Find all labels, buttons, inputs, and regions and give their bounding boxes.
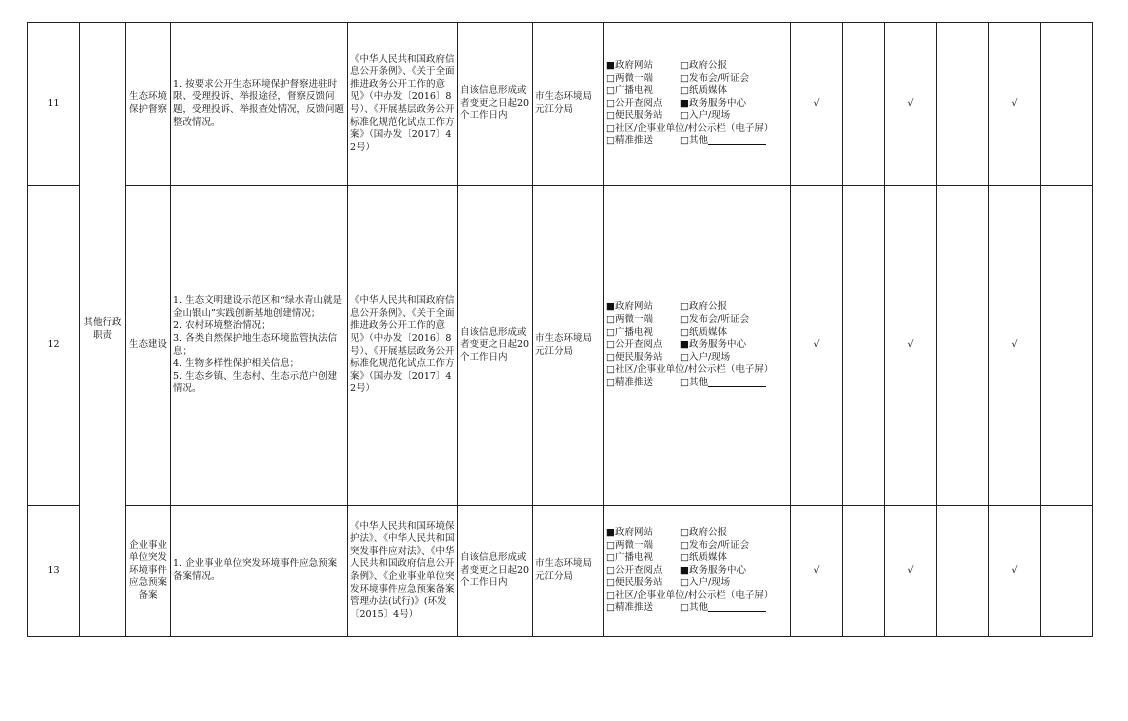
disclosure-content xyxy=(171,23,348,186)
channel-option: ■政务服务中心 xyxy=(680,97,746,109)
responsible-body: 市生态环境局元江分局 xyxy=(533,23,604,186)
disclosure-content xyxy=(171,506,348,637)
empty-cell xyxy=(1041,186,1093,506)
time-limit: 自该信息形成或者变更之日起20个工作日内 xyxy=(458,506,533,637)
content-line: 2. 农村环境整治情况； xyxy=(173,320,271,332)
channel-option: □两微一端 xyxy=(606,314,653,326)
channel-option: □入户/现场 xyxy=(680,577,731,589)
disclosure-content xyxy=(171,186,348,506)
category-cell: 其他行政职责 xyxy=(80,23,126,637)
channel-option: □其他 xyxy=(680,376,708,388)
item-name: 企业事业单位突发环境事件应急预案备案 xyxy=(126,506,171,637)
empty-cell xyxy=(843,186,885,506)
channel-option: □广播电视 xyxy=(606,552,653,564)
legal-basis: 《中华人民共和国政府信息公开条例》、《关于全面推进政务公开工作的意见》（中办发〔2016〕8号）、《开展基层政务公开标准化规范化试点工作方案》（国办发〔2017〕42号） xyxy=(348,186,458,506)
table-row xyxy=(28,23,1093,186)
check-mark: √ xyxy=(989,23,1041,186)
channel-option: □纸质媒体 xyxy=(680,85,727,97)
fill-in-blank xyxy=(708,135,766,145)
row-number: 13 xyxy=(28,506,80,637)
row-number: 11 xyxy=(28,23,80,186)
responsible-body: 市生态环境局元江分局 xyxy=(533,506,604,637)
check-mark: √ xyxy=(989,186,1041,506)
disclosure-channels xyxy=(604,23,791,186)
empty-cell xyxy=(937,23,989,186)
empty-cell xyxy=(843,23,885,186)
channel-option: □广播电视 xyxy=(606,85,653,97)
channel-option: □公开查阅点 xyxy=(606,97,663,109)
disclosure-channels xyxy=(604,186,791,506)
fill-in-blank xyxy=(708,377,766,387)
channel-option: ■政府网站 xyxy=(606,301,653,313)
check-mark: √ xyxy=(885,506,937,637)
channel-option: □公开查阅点 xyxy=(606,339,663,351)
content-line: 1. 生态文明建设示范区和“绿水青山就是金山银山”实践创新基地创建情况； xyxy=(173,295,342,319)
check-mark: √ xyxy=(791,506,843,637)
channel-option: □其他 xyxy=(680,602,708,614)
content-line: 3. 各类自然保护地生态环境监管执法信息； xyxy=(173,332,338,357)
empty-cell xyxy=(843,506,885,637)
check-mark: √ xyxy=(885,186,937,506)
empty-cell xyxy=(1041,23,1093,186)
channel-option: □便民服务站 xyxy=(606,577,663,589)
check-mark: √ xyxy=(885,23,937,186)
content-line: 1. 企业事业单位突发环境事件应急预案备案情况。 xyxy=(173,558,338,582)
channel-option: □精准推送 xyxy=(606,376,653,388)
disclosure-table xyxy=(27,22,1093,637)
channel-option: □发布会/听证会 xyxy=(680,72,750,84)
responsible-body: 市生态环境局元江分局 xyxy=(533,186,604,506)
channel-option: ■政府网站 xyxy=(606,526,653,538)
time-limit: 自该信息形成或者变更之日起20个工作日内 xyxy=(458,186,533,506)
channel-option: □公开查阅点 xyxy=(606,564,663,576)
channel-option: ■政务服务中心 xyxy=(680,339,746,351)
channel-option: □政府公报 xyxy=(680,301,727,313)
empty-cell xyxy=(937,506,989,637)
channel-option: □便民服务站 xyxy=(606,110,663,122)
time-limit: 自该信息形成或者变更之日起20个工作日内 xyxy=(458,23,533,186)
channel-option: □广播电视 xyxy=(606,326,653,338)
table-row xyxy=(28,506,1093,637)
channel-option: □社区/企事业单位/村公示栏（电子屏） xyxy=(606,589,774,601)
channel-option: □纸质媒体 xyxy=(680,552,727,564)
content-line: 4. 生物多样性保护相关信息； xyxy=(173,358,300,370)
disclosure-channels xyxy=(604,506,791,637)
channel-option: □纸质媒体 xyxy=(680,326,727,338)
row-number: 12 xyxy=(28,186,80,506)
channel-option: □两微一端 xyxy=(606,539,653,551)
channel-option: □两微一端 xyxy=(606,72,653,84)
channel-option: □政府公报 xyxy=(680,59,727,71)
legal-basis: 《中华人民共和国环境保护法》、《中华人民共和国突发事件应对法》、《中华人民共和国政府信息公开条例》、《企业事业单位突发环境事件应急预案备案管理办法(试行)》(环发〔2015〕4号） xyxy=(348,506,458,637)
channel-option: □精准推送 xyxy=(606,135,653,147)
empty-cell xyxy=(1041,506,1093,637)
channel-option: ■政府网站 xyxy=(606,59,653,71)
check-mark: √ xyxy=(791,23,843,186)
channel-option: □社区/企事业单位/村公示栏（电子屏） xyxy=(606,364,774,376)
fill-in-blank xyxy=(708,602,766,612)
content-line: 5. 生态乡镇、生态村、生态示范户创建情况。 xyxy=(173,370,338,395)
channel-option: □发布会/听证会 xyxy=(680,539,750,551)
channel-option: □入户/现场 xyxy=(680,351,731,363)
channel-option: □精准推送 xyxy=(606,602,653,614)
item-name: 生态建设 xyxy=(126,186,171,506)
check-mark: √ xyxy=(989,506,1041,637)
empty-cell xyxy=(937,186,989,506)
table-row xyxy=(28,186,1093,506)
check-mark: √ xyxy=(791,186,843,506)
channel-option: □其他 xyxy=(680,135,708,147)
channel-option: □发布会/听证会 xyxy=(680,314,750,326)
channel-option: □入户/现场 xyxy=(680,110,731,122)
channel-option: □便民服务站 xyxy=(606,351,663,363)
channel-option: □社区/企事业单位/村公示栏（电子屏） xyxy=(606,122,774,134)
channel-option: ■政务服务中心 xyxy=(680,564,746,576)
legal-basis: 《中华人民共和国政府信息公开条例》、《关于全面推进政务公开工作的意见》（中办发〔2016〕8号）、《开展基层政务公开标准化规范化试点工作方案》（国办发〔2017〕42号） xyxy=(348,23,458,186)
item-name: 生态环境保护督察 xyxy=(126,23,171,186)
channel-option: □政府公报 xyxy=(680,526,727,538)
content-line: 1. 按要求公开生态环境保护督察进驻时限、受理投诉、举报途径，督察反馈问题，受理投诉、举报查处情况，反馈问题整改情况。 xyxy=(173,78,345,128)
